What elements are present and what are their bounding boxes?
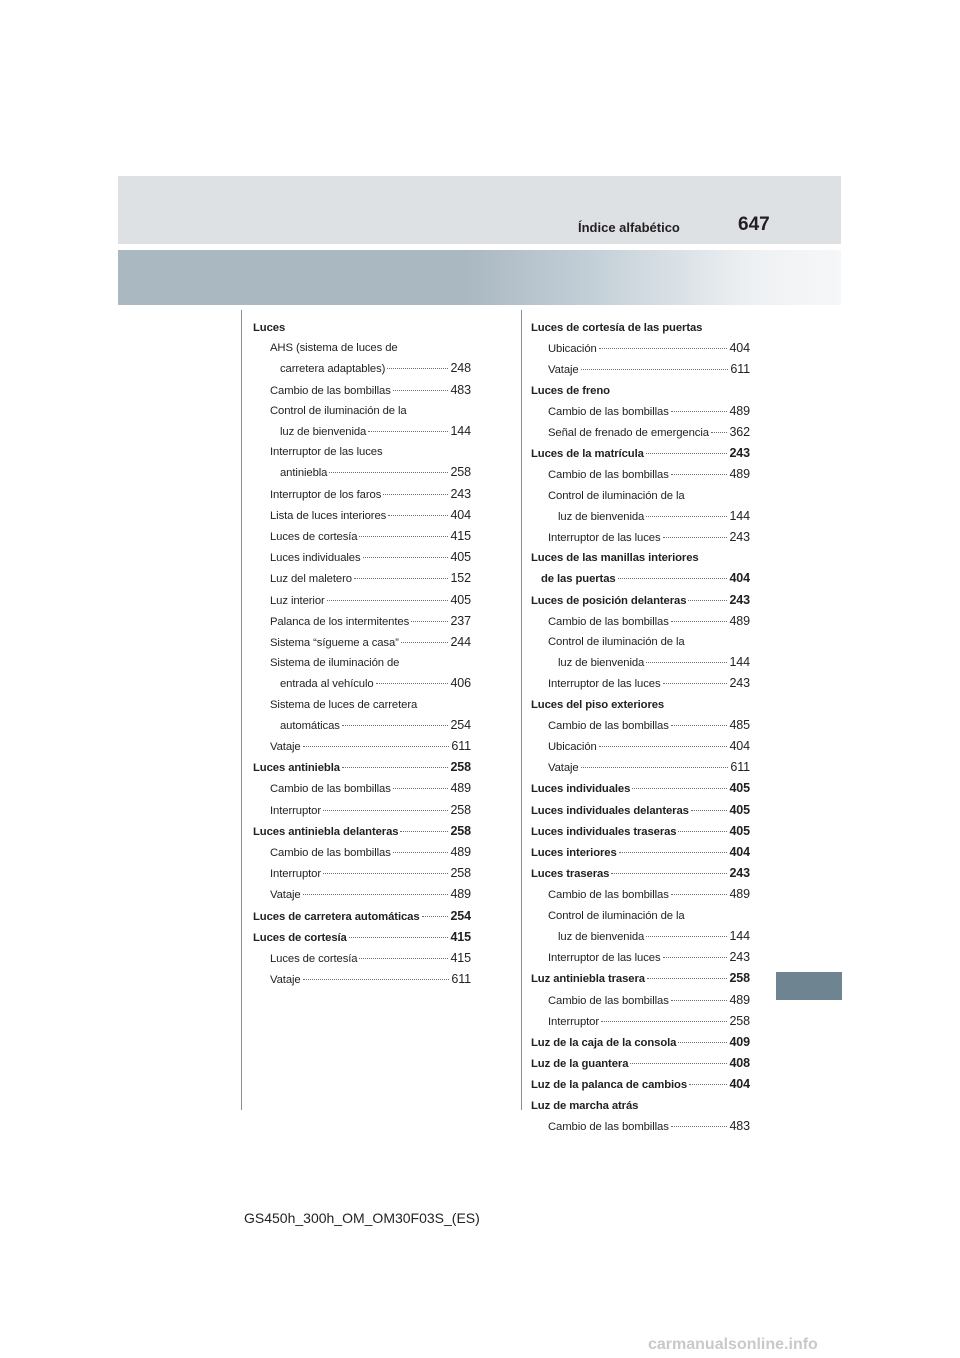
- index-entry-text: Luces de las manillas interiores: [531, 552, 699, 565]
- index-entry: [531, 318, 750, 338]
- index-entry: [531, 652, 750, 673]
- index-entry: [531, 1096, 750, 1116]
- index-entry-text: Luces interiores: [531, 847, 617, 860]
- leader-dots: [363, 557, 449, 558]
- index-entry-page: 408: [729, 1056, 750, 1071]
- index-entry: [253, 906, 471, 927]
- leader-dots: [393, 852, 449, 853]
- index-entry-page: 254: [450, 717, 471, 732]
- index-entry-text: Luces de cortesía: [253, 931, 347, 944]
- index-column-right: [531, 318, 750, 1137]
- leader-dots: [599, 746, 728, 747]
- index-entry: [253, 611, 471, 632]
- index-entry-text: automáticas: [280, 719, 340, 732]
- index-entry-text: Cambio de las bombillas: [548, 615, 669, 628]
- index-entry-text: Luz de la caja de la consola: [531, 1036, 677, 1049]
- index-entry: [531, 590, 750, 611]
- leader-dots: [671, 1126, 728, 1127]
- index-entry: [531, 842, 750, 863]
- leader-dots: [646, 453, 728, 454]
- index-entry: [253, 884, 471, 905]
- leader-dots: [354, 578, 449, 579]
- index-entry-text: Luces traseras: [531, 868, 610, 881]
- index-entry-page: 243: [729, 446, 750, 461]
- index-entry: [531, 1053, 750, 1074]
- gradient-band: [118, 250, 841, 305]
- index-entry-page: 404: [729, 845, 750, 860]
- leader-dots: [647, 978, 727, 979]
- leader-dots: [663, 537, 728, 538]
- index-entry-text: Luces: [253, 322, 286, 334]
- index-entry: [253, 526, 471, 547]
- leader-dots: [671, 621, 728, 622]
- column-divider-right: [521, 310, 522, 1110]
- section-tab: [776, 972, 842, 1000]
- index-entry-text: luz de bienvenida: [280, 426, 367, 439]
- index-entry-text: Sistema de iluminación de: [270, 657, 400, 670]
- index-entry-page: 404: [729, 571, 750, 586]
- leader-dots: [327, 600, 449, 601]
- index-entry: [531, 443, 750, 464]
- index-entry-page: 258: [450, 760, 471, 775]
- index-entry-text: Luces de la matrícula: [531, 448, 644, 461]
- index-entry-text: luz de bienvenida: [558, 657, 645, 670]
- index-entry-page: 405: [729, 823, 750, 838]
- index-entry-page: 489: [729, 467, 750, 482]
- index-entry-text: carretera adaptables): [280, 363, 386, 376]
- index-entry: [531, 1011, 750, 1032]
- index-entry-page: 243: [729, 592, 750, 607]
- index-entry: [253, 338, 471, 358]
- index-entry-text: Luces de cortesía: [270, 953, 358, 966]
- index-entry-text: Vataje: [270, 974, 301, 987]
- index-entry-page: 489: [729, 992, 750, 1007]
- index-entry: [253, 442, 471, 462]
- index-entry-page: 483: [450, 382, 471, 397]
- index-entry: [253, 462, 471, 483]
- index-entry: [253, 318, 471, 338]
- index-entry-page: 258: [450, 866, 471, 881]
- index-entry-page: 248: [450, 361, 471, 376]
- index-entry-text: antiniebla: [280, 467, 328, 480]
- leader-dots: [678, 1042, 727, 1043]
- index-entry-text: Luces individuales delanteras: [531, 804, 689, 817]
- index-entry-page: 152: [450, 571, 471, 586]
- index-entry-page: 258: [729, 1013, 750, 1028]
- index-entry-page: 489: [450, 781, 471, 796]
- index-entry-text: Interruptor de los faros: [270, 488, 382, 501]
- index-entry: [531, 906, 750, 926]
- index-entry-text: Interruptor: [270, 868, 322, 881]
- leader-dots: [359, 958, 448, 959]
- index-entry: [531, 464, 750, 485]
- leader-dots: [671, 474, 728, 475]
- leader-dots: [611, 873, 727, 874]
- index-entry-page: 404: [729, 1077, 750, 1092]
- index-entry-page: 243: [729, 676, 750, 691]
- leader-dots: [323, 873, 448, 874]
- leader-dots: [619, 852, 728, 853]
- index-entry: [253, 653, 471, 673]
- index-entry-page: 611: [451, 739, 471, 754]
- index-entry: [531, 568, 750, 589]
- index-entry-page: 405: [729, 802, 750, 817]
- index-entry: [531, 800, 750, 821]
- index-entry: [531, 968, 750, 989]
- index-entry-page: 144: [729, 655, 750, 670]
- index-entry-page: 415: [450, 951, 471, 966]
- index-entry-page: 611: [730, 362, 750, 377]
- index-entry-text: Luces de posición delanteras: [531, 594, 687, 607]
- index-entry-text: Luces de carretera automáticas: [253, 910, 420, 923]
- leader-dots: [671, 411, 728, 412]
- leader-dots: [671, 725, 728, 726]
- index-entry-text: Luces antiniebla delanteras: [253, 825, 399, 838]
- leader-dots: [303, 746, 450, 747]
- index-entry: [253, 401, 471, 421]
- index-entry: [531, 486, 750, 506]
- leader-dots: [691, 810, 728, 811]
- index-entry: [253, 821, 471, 842]
- leader-dots: [646, 936, 727, 937]
- index-entry-text: Luces de cortesía de las puertas: [531, 322, 703, 334]
- leader-dots: [646, 516, 727, 517]
- index-entry: [531, 863, 750, 884]
- leader-dots: [618, 578, 728, 579]
- index-column-left: [253, 318, 471, 991]
- leader-dots: [646, 662, 727, 663]
- index-entry-text: Interruptor: [548, 1015, 600, 1028]
- index-entry-text: Luz de la palanca de cambios: [531, 1079, 688, 1092]
- leader-dots: [368, 431, 448, 432]
- index-entry-page: 254: [450, 908, 471, 923]
- index-entry: [253, 948, 471, 969]
- index-entry-page: 258: [729, 971, 750, 986]
- index-entry: [531, 778, 750, 799]
- index-entry: [531, 947, 750, 968]
- index-entry-page: 362: [729, 425, 750, 440]
- index-entry: [531, 884, 750, 905]
- leader-dots: [689, 1084, 727, 1085]
- index-entry-text: Control de iluminación de la: [548, 489, 685, 502]
- index-entry: [253, 380, 471, 401]
- index-entry-text: Ubicación: [548, 343, 597, 356]
- index-entry: [531, 1116, 750, 1137]
- index-entry: [531, 757, 750, 778]
- leader-dots: [303, 894, 449, 895]
- index-entry-text: Sistema de luces de carretera: [270, 698, 418, 711]
- index-entry-text: Control de iluminación de la: [548, 909, 685, 922]
- index-entry-page: 243: [450, 486, 471, 501]
- index-entry-text: Cambio de las bombillas: [270, 847, 391, 860]
- index-entry-text: Cambio de las bombillas: [548, 719, 669, 732]
- index-entry: [253, 673, 471, 694]
- leader-dots: [581, 369, 729, 370]
- leader-dots: [671, 1000, 728, 1001]
- index-entry: [531, 695, 750, 715]
- leader-dots: [711, 432, 728, 433]
- index-entry-text: Luces individuales: [270, 552, 361, 565]
- index-entry-page: 489: [729, 613, 750, 628]
- index-entry: [253, 632, 471, 653]
- index-entry: [253, 484, 471, 505]
- index-entry-text: Luz del maletero: [270, 573, 352, 586]
- leader-dots: [329, 472, 448, 473]
- index-entry-page: 144: [729, 508, 750, 523]
- index-entry: [253, 547, 471, 568]
- index-entry-page: 415: [450, 929, 471, 944]
- index-entry: [531, 715, 750, 736]
- index-entry-text: luz de bienvenida: [558, 510, 645, 523]
- index-entry: [531, 926, 750, 947]
- index-entry-text: Luz interior: [270, 594, 325, 607]
- leader-dots: [393, 788, 449, 789]
- section-title: Índice alfabético: [578, 220, 680, 235]
- index-entry-text: Sistema “sígueme a casa”: [270, 637, 399, 650]
- index-entry: [531, 736, 750, 757]
- index-entry: [531, 506, 750, 527]
- index-entry-text: Cambio de las bombillas: [548, 1120, 669, 1133]
- leader-dots: [663, 683, 728, 684]
- index-entry-page: 243: [729, 950, 750, 965]
- index-entry: [531, 1032, 750, 1053]
- index-entry-text: Luz de la guantera: [531, 1058, 629, 1071]
- index-entry-page: 489: [729, 403, 750, 418]
- index-entry-text: Ubicación: [548, 741, 597, 754]
- leader-dots: [376, 683, 449, 684]
- index-entry-page: 243: [729, 866, 750, 881]
- index-entry-text: Luz de marcha atrás: [531, 1099, 639, 1112]
- index-entry-text: Lista de luces interiores: [270, 509, 387, 522]
- index-entry: [531, 548, 750, 568]
- index-entry-page: 404: [729, 341, 750, 356]
- page-number: 647: [738, 214, 770, 235]
- index-entry-text: Vataje: [548, 364, 579, 377]
- index-entry-page: 611: [451, 972, 471, 987]
- index-entry-page: 405: [729, 781, 750, 796]
- index-entry-text: Interruptor de las luces: [548, 678, 661, 691]
- index-entry-page: 489: [729, 887, 750, 902]
- index-entry-text: Luces de freno: [531, 384, 610, 397]
- leader-dots: [323, 810, 448, 811]
- index-entry-text: Vataje: [548, 762, 579, 775]
- index-entry-page: 404: [729, 739, 750, 754]
- leader-dots: [411, 621, 448, 622]
- index-entry-page: 405: [450, 550, 471, 565]
- index-entry: [253, 736, 471, 757]
- index-entry: [531, 401, 750, 422]
- leader-dots: [663, 957, 728, 958]
- leader-dots: [342, 725, 449, 726]
- index-entry-page: 258: [450, 823, 471, 838]
- leader-dots: [581, 767, 729, 768]
- leader-dots: [400, 831, 448, 832]
- index-entry-text: Cambio de las bombillas: [548, 994, 669, 1007]
- index-entry-text: Control de iluminación de la: [270, 404, 407, 417]
- index-entry-text: Luces del piso exteriores: [531, 698, 665, 711]
- leader-dots: [383, 494, 448, 495]
- index-entry-page: 415: [450, 529, 471, 544]
- index-entry-page: 485: [729, 717, 750, 732]
- index-entry-text: Cambio de las bombillas: [270, 384, 391, 397]
- index-entry: [531, 611, 750, 632]
- index-entry-page: 258: [450, 802, 471, 817]
- index-entry: [253, 800, 471, 821]
- index-entry-page: 611: [730, 760, 750, 775]
- index-entry-page: 406: [450, 676, 471, 691]
- leader-dots: [388, 515, 448, 516]
- index-entry: [253, 590, 471, 611]
- index-entry-page: 243: [729, 530, 750, 545]
- index-entry: [253, 358, 471, 379]
- leader-dots: [599, 348, 728, 349]
- index-entry-text: Palanca de los intermitentes: [270, 615, 410, 628]
- index-entry-text: Luces individuales traseras: [531, 825, 677, 838]
- leader-dots: [342, 767, 449, 768]
- leader-dots: [401, 642, 449, 643]
- index-entry: [253, 695, 471, 715]
- column-divider-left: [241, 310, 242, 1110]
- leader-dots: [688, 600, 727, 601]
- index-entry-text: Vataje: [270, 741, 301, 754]
- index-entry: [253, 969, 471, 990]
- index-entry-page: 405: [450, 592, 471, 607]
- index-entry: [531, 1074, 750, 1095]
- index-entry-page: 144: [450, 424, 471, 439]
- document-code: GS450h_300h_OM_OM30F03S_(ES): [244, 1210, 480, 1226]
- index-entry: [531, 338, 750, 359]
- index-entry-text: de las puertas: [541, 573, 616, 586]
- index-entry: [531, 422, 750, 443]
- index-entry: [531, 821, 750, 842]
- index-entry: [531, 527, 750, 548]
- index-entry-page: 483: [729, 1118, 750, 1133]
- leader-dots: [359, 536, 448, 537]
- index-entry-text: Cambio de las bombillas: [548, 469, 669, 482]
- leader-dots: [303, 979, 450, 980]
- index-entry: [253, 568, 471, 589]
- header-band: [118, 176, 841, 244]
- index-entry-text: Vataje: [270, 889, 301, 902]
- index-entry: [253, 757, 471, 778]
- index-entry-text: Control de iluminación de la: [548, 636, 685, 649]
- index-entry-text: AHS (sistema de luces de: [270, 342, 398, 355]
- index-entry-text: entrada al vehículo: [280, 678, 374, 691]
- index-entry: [531, 381, 750, 401]
- index-entry: [531, 359, 750, 380]
- index-entry-text: Luces antiniebla: [253, 762, 340, 775]
- index-entry-page: 404: [450, 507, 471, 522]
- index-entry-page: 489: [450, 887, 471, 902]
- index-entry-text: Interruptor de las luces: [270, 446, 383, 459]
- index-entry-page: 144: [729, 928, 750, 943]
- index-entry-text: Luces de cortesía: [270, 531, 358, 544]
- index-entry: [253, 778, 471, 799]
- index-entry-text: Cambio de las bombillas: [548, 889, 669, 902]
- watermark: carmanualsonline.info: [648, 1336, 818, 1353]
- index-entry-text: Interruptor de las luces: [548, 952, 661, 965]
- index-entry: [253, 505, 471, 526]
- index-entry-page: 489: [450, 845, 471, 860]
- index-entry: [531, 673, 750, 694]
- index-entry-text: Interruptor de las luces: [548, 532, 661, 545]
- index-entry: [253, 927, 471, 948]
- index-entry-page: 237: [450, 613, 471, 628]
- index-entry-text: luz de bienvenida: [558, 930, 645, 943]
- index-entry-page: 244: [450, 635, 471, 650]
- leader-dots: [678, 831, 727, 832]
- leader-dots: [601, 1021, 727, 1022]
- leader-dots: [630, 1063, 727, 1064]
- leader-dots: [422, 916, 449, 917]
- leader-dots: [387, 368, 448, 369]
- index-entry-text: Interruptor: [270, 804, 322, 817]
- index-entry: [531, 632, 750, 652]
- index-entry: [253, 842, 471, 863]
- index-entry-text: Señal de frenado de emergencia: [548, 427, 709, 440]
- leader-dots: [632, 788, 727, 789]
- index-entry: [253, 863, 471, 884]
- index-entry-text: Cambio de las bombillas: [270, 783, 391, 796]
- index-entry: [253, 715, 471, 736]
- index-entry-page: 409: [729, 1034, 750, 1049]
- index-entry: [253, 421, 471, 442]
- index-entry-page: 258: [450, 465, 471, 480]
- leader-dots: [393, 390, 449, 391]
- index-entry: [531, 990, 750, 1011]
- leader-dots: [671, 894, 728, 895]
- index-entry-text: Luces individuales: [531, 783, 631, 796]
- index-entry-text: Cambio de las bombillas: [548, 405, 669, 418]
- index-entry-text: Luz antiniebla trasera: [531, 973, 645, 986]
- leader-dots: [349, 937, 449, 938]
